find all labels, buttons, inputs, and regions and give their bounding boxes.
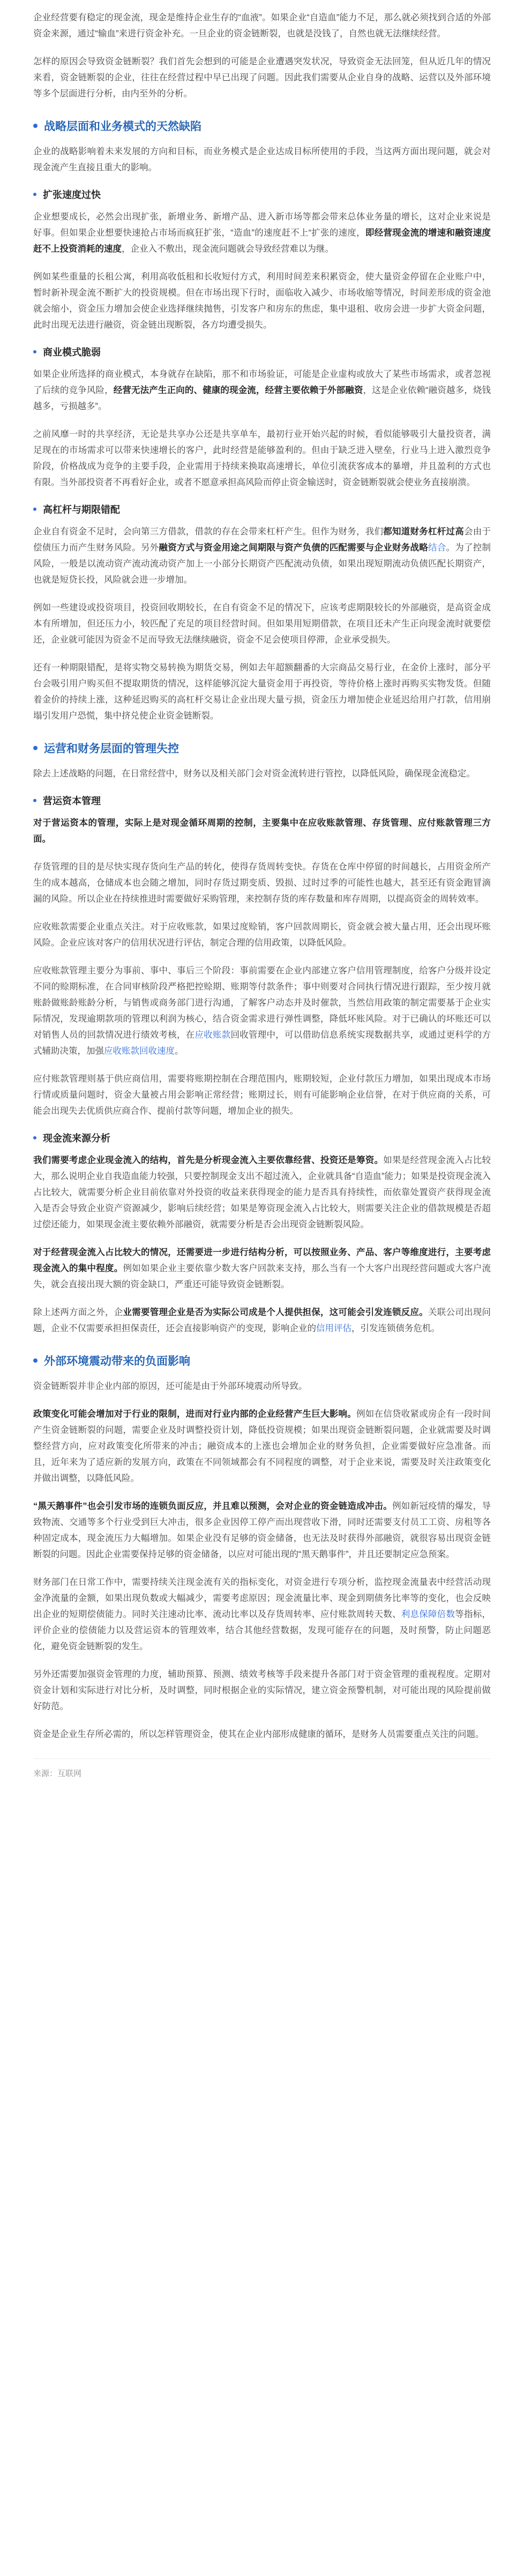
section-heading — [33, 1353, 491, 1369]
subsection-heading — [33, 345, 491, 359]
paragraph: 对于经营现金流入占比较大的情况，还需要进一步进行结构分析，可以按照业务、产品、客户等维度进行，主要考虑现金流入的集中程度。例如如果企业主要依靠少数大客户回款来支持，那么当有一个大客户出现经营问题或大客户流失，就会直接出现大额的资金缺口，严重还可能导致资金链断裂。 — [33, 1248, 491, 1289]
bullet-icon — [33, 799, 36, 802]
subsection-title: 商业模式脆弱 — [43, 347, 101, 358]
paragraph: 应付账款管理则基于供应商信用，需要将账期控制在合理范围内，账期较短，企业付款压力增加，如果出现成本市场行情或质量问题时，资金大量被占用会影响正常经营；账期过长，则有可能影响企业信誉，在对于供应商的关系，可能会出现失去优质供应商合作、提前付款等问题，增加企业的损失。 — [33, 1074, 491, 1116]
subsection-heading — [33, 502, 491, 516]
paragraph: 资金是企业生存所必需的，所以怎样管理资金，使其在企业内部形成健康的循环，是财务人员需要重点关注的问题。 — [33, 1729, 484, 1739]
subsection-title: 扩张速度过快 — [43, 190, 101, 200]
section-heading — [33, 740, 491, 756]
paragraph: 还有一种期限错配，是将实物交易转换为期货交易，例如去年超额翻番的大宗商品交易行业，在金价上涨时，部分平台会吸引用户购买但不提取期货的情况，这样能够沉淀大量资金用于再投资，等待价格上涨时再购买实物发货。但随着金价的持续上涨，这种延迟购买的高杠杆交易让企业出现大量亏损，资金压力增加使企业延迟给用户打款，信用崩塌引发用户恐慌，集中挤兑使企业资金链断裂。 — [33, 663, 491, 721]
paragraph: 我们需要考虑企业现金流入的结构，首先是分析现金流入主要依靠经营、投资还是筹资。如果是经营现金流入占比较大，那么说明企业自我造血能力较强，只要控制现金支出不超过流入，企业就具备“自造血”能力；如果是投资现金流入占比较大，就需要分析企业目前依靠对外投资的收益来获得现金的能力是否具有持续性，而依靠处置资产获得现金流入是否会导致企业资产资源减少，影响后续经营；如果是筹资现金流入占比较大，则需要关注企业的借款规模是否超过偿还能力，如果现金流主要依赖外部融资，就需要分析是否会出现资金链断裂风险。 — [33, 1155, 491, 1229]
subsection-heading — [33, 1131, 491, 1145]
inline-link[interactable]: 应收账款回收速度 — [104, 1046, 175, 1056]
subsection-title: 营运资本管理 — [43, 796, 101, 806]
bullet-icon — [33, 124, 38, 128]
paragraph: 对于营运资本的管理，实际上是对现金循环周期的控制，主要集中在应收账款管理、存货管理、应付账款管理三方面。 — [33, 818, 491, 844]
intro-paragraph: 怎样的原因会导致资金链断裂？我们首先会想到的可能是企业遭遇突发状况，导致资金无法回笼，但从近几年的情况来看，资金链断裂的企业，往往在经营过程中早已出现了问题。因此我们需要从企业自身的战略、运营以及外部环境等多个层面进行分析，由内至外的分析。 — [33, 57, 491, 99]
subsection-heading — [33, 794, 491, 807]
paragraph: 除去上述战略的问题，在日常经营中，财务以及相关部门会对资金流转进行管控，以降低风险，确保现金流稳定。 — [33, 769, 475, 779]
bullet-icon — [33, 508, 36, 511]
bullet-icon — [33, 193, 36, 196]
subsection-title: 高杠杆与期限错配 — [43, 504, 120, 515]
bullet-icon — [33, 1136, 36, 1139]
bullet-icon — [33, 350, 36, 353]
paragraph: 之前风靡一时的共享经济，无论是共享办公还是共享单车，最初行业开始兴起的时候，看似能够吸引大量投资者，满足现在的市场需求可以带来快速增长的客户，此时经营是能够盈利的。但由于缺乏进入壁垒，行业马上进入激烈竞争阶段，价格战成为竞争的主要手段，企业需用于持续来换取高速增长，单位引流获客成本的暴增，并且盈利的方式也有限。当外部投资者不再看好企业，或者不愿意承担高风险而停止资金输送时，资金链断裂就会使业务直接崩溃。 — [33, 429, 491, 487]
inline-link[interactable]: 结合 — [428, 543, 446, 553]
paragraph: “黑天鹅事件”也会引发市场的连锁负面反应，并且难以预测，会对企业的资金链造成冲击。例如新冠疫情的爆发，导致物流、交通等多个行业受到巨大冲击，很多企业因停工停产而出现营收下滑，同时还需要支付员工工资、房租等各种固定成本，现金流压力大幅增加。如果企业没有足够的资金储备，也无法及时获得外部融资，就很容易出现资金链断裂的问题。因此企业需要保持足够的资金储备，以应对可能出现的“黑天鹅事件”，并且还要制定应急预案。 — [33, 1501, 491, 1559]
section-title: 运营和财务层面的管理失控 — [44, 743, 179, 755]
paragraph: 企业的战略影响着未来发展的方向和目标，而业务模式是企业达成目标所使用的手段，当这两方面出现问题，就会对现金流产生直接且重大的影响。 — [33, 147, 491, 172]
bullet-icon — [33, 1358, 38, 1363]
section-title: 战略层面和业务模式的天然缺陷 — [44, 120, 201, 133]
paragraph: 另外还需要加强资金管理的力度，辅助预算、预测、绩效考核等手段来提升各部门对于资金管理的重视程度。定期对资金计划和实际进行对比分析，及时调整，同时根据企业的实际情况，建立资金预警机制，对可能出现的风险提前做好防范。 — [33, 1670, 491, 1711]
paragraph: 企业想要成长，必然会出现扩张，新增业务、新增产品、进入新市场等都会带来总体业务量的增长，这对企业来说是好事。但如果企业想要快速抢占市场而疯狂扩张，“造血”的速度赶不上“扩张的速度，即经营现金流的增速和融资速度赶不上投资消耗的速度，企业入不敷出，现金流问题就会导致经营难以为继。 — [33, 212, 491, 254]
section-title: 外部环境震动带来的负面影响 — [44, 1355, 190, 1368]
inline-link[interactable]: 信用评估 — [316, 1324, 351, 1333]
paragraph: 财务部门在日常工作中，需要持续关注现金流有关的指标变化，对资金进行专项分析，监控现金流量表中经营活动现金净流量的金额，如果出现负数或大幅减少，需要考虑原因；现金流量比率、现金到期债务比率等的变化，也会反映出企业的短期偿债能力。同时关注速动比率、流动比率以及存货周转率、应付账款周转天数、利息保障倍数等指标，评价企业的偿债能力以及营运资本的管理效率，结合其他经营数据，发现可能存在的问题，及时预警，防止问题恶化，避免资金链断裂的发生。 — [33, 1577, 491, 1651]
paragraph: 资金链断裂并非企业内部的原因，还可能是由于外部环境震动所导致。 — [33, 1381, 308, 1391]
paragraph: 政策变化可能会增加对于行业的限制，进而对行业内部的企业经营产生巨大影响。例如在信贷收紧或房企有一段时间产生资金链断裂的问题，需要企业及时调整投资计划，降低投资规模；如果出现资金链断裂问题，企业就需要及时调整经营方向，应对政策变化所带来的冲击；融资成本的上涨也会增加企业的财务负担，企业需要做好应急准备。而且，近年来为了适应新的发展方向，政策在不同领域都会有不同程度的调整，对于企业来说，需要及时关注政策变化并做出调整，以降低风险。 — [33, 1409, 491, 1483]
paragraph: 例如某些重量的长租公寓，利用高收低租和长收短付方式，利用时间差来积累资金，使大量资金停留在企业账户中，暂时新补现金流不断扩大的投资规模。但在市场出现下行时，面临收入减少、市场收缩等情况，时间差形成的资金池就会缩小，资金压力增加会使企业选择继续抛售，引发客户和房东的焦虑，集中退租、收房会进一步扩大资金问题，此时出现无法进行融资，资金链出现断裂，各方均遭受损失。 — [33, 272, 491, 330]
intro-paragraph: 企业经营要有稳定的现金流，现金是维持企业生存的“血液”。如果企业“自造血”能力不足，那么就必须找到合适的外部资金来源，通过“输血”来进行资金补充。一旦企业的资金链断裂，也就是没钱了，自然也就无法继续经营。 — [33, 13, 491, 39]
source-note: 来源：互联网 — [33, 1758, 491, 1779]
inline-link[interactable]: 应收账款 — [194, 1030, 231, 1040]
bullet-icon — [33, 746, 38, 750]
section-heading — [33, 118, 491, 134]
inline-link[interactable]: 利息保障倍数 — [401, 1610, 455, 1619]
paragraph: 应收账款管理主要分为事前、事中、事后三个阶段：事前需要在企业内部建立客户信用管理制度，给客户分级并设定不同的赊期标准，在合同审核阶段严格把控赊期、账期等付款条件；事中则要对合同执行情况进行跟踪，至少按月就账龄做账龄账龄分析，与销售或商务部门进行沟通，了解客户动态并及时催款，当然信用政策的制定需要基于企业实际情况，发现逾期款项的管理以利润为核心，结合资金需求进行弹性调整，降低坏账风险。对于已确认的坏账还可以对销售人员的回款情况进行绩效考核，在应收账款回收管理中，可以借助信息系统实现数据共享，或通过更科学的方式辅助决策，加强应收账款回收速度。 — [33, 966, 491, 1056]
paragraph: 存货管理的目的是尽快实现存货向生产品的转化，使得存货周转变快。存货在仓库中停留的时间越长，占用资金所产生的成本越高，仓储成本也会随之增加，同时存货过期变质、毁损、过时过季的可能性也越大，甚至还有资金跑冒滴漏的风险。所以企业在持续推进时需要做好采购管理，来控制存货的库存数量和库存周期，以提高资金的周转效率。 — [33, 862, 491, 904]
subsection-title: 现金流来源分析 — [43, 1133, 110, 1144]
paragraph: 应收账款需要企业重点关注。对于应收账款，如果过度赊销，客户回款周期长，资金就会被大量占用，还会出现坏账风险。企业应该对客户的信用状况进行评估，制定合理的信用政策，以降低风险。 — [33, 922, 491, 948]
paragraph: 例如一些建设或投资项目，投资回收期较长，在自有资金不足的情况下，应该考虑期限较长的外部融资，是高资金成本有所增加，但还压力小，较匹配了充足的项目经营时间。但如果用短期借款，在项目还未产生正向现金流时就要偿还，企业就可能因为资金不足而导致无法继续融资，资金不足会使项目停滞，企业承受损失。 — [33, 603, 491, 645]
paragraph: 除上述两方面之外，企业需要管理企业是否为实际公司成是个人提供担保，这可能会引发连锁反应。关联公司出现问题，企业不仅需要承担担保责任，还会直接影响资产的变现，影响企业的信用评估，引发连锁债务危机。 — [33, 1308, 491, 1333]
paragraph: 如果企业所选择的商业模式，本身就存在缺陷，那不和市场验证，可能是企业虚构或放大了某些市场需求，或者忽视了后续的竞争风险，经营无法产生正向的、健康的现金流，经营主要依赖于外部融资，这是企业依赖“融资越多，烧钱越多，亏损越多”。 — [33, 369, 491, 411]
paragraph: 企业自有资金不足时，会向第三方借款，借款的存在会带来杠杆产生。但作为财务，我们都知道财务杠杆过高会由于偿债压力而产生财务风险。另外融资方式与资金用途之间期限与资产负债的匹配需要与企业财务战略结合。为了控制风险，一般是以流动资产流动流动资产加上一小部分长期资产匹配流动负债，如果出现短期流动负债匹配长期资产，也就是短贷长投，风险就会进一步增加。 — [33, 527, 491, 585]
subsection-heading — [33, 187, 491, 201]
